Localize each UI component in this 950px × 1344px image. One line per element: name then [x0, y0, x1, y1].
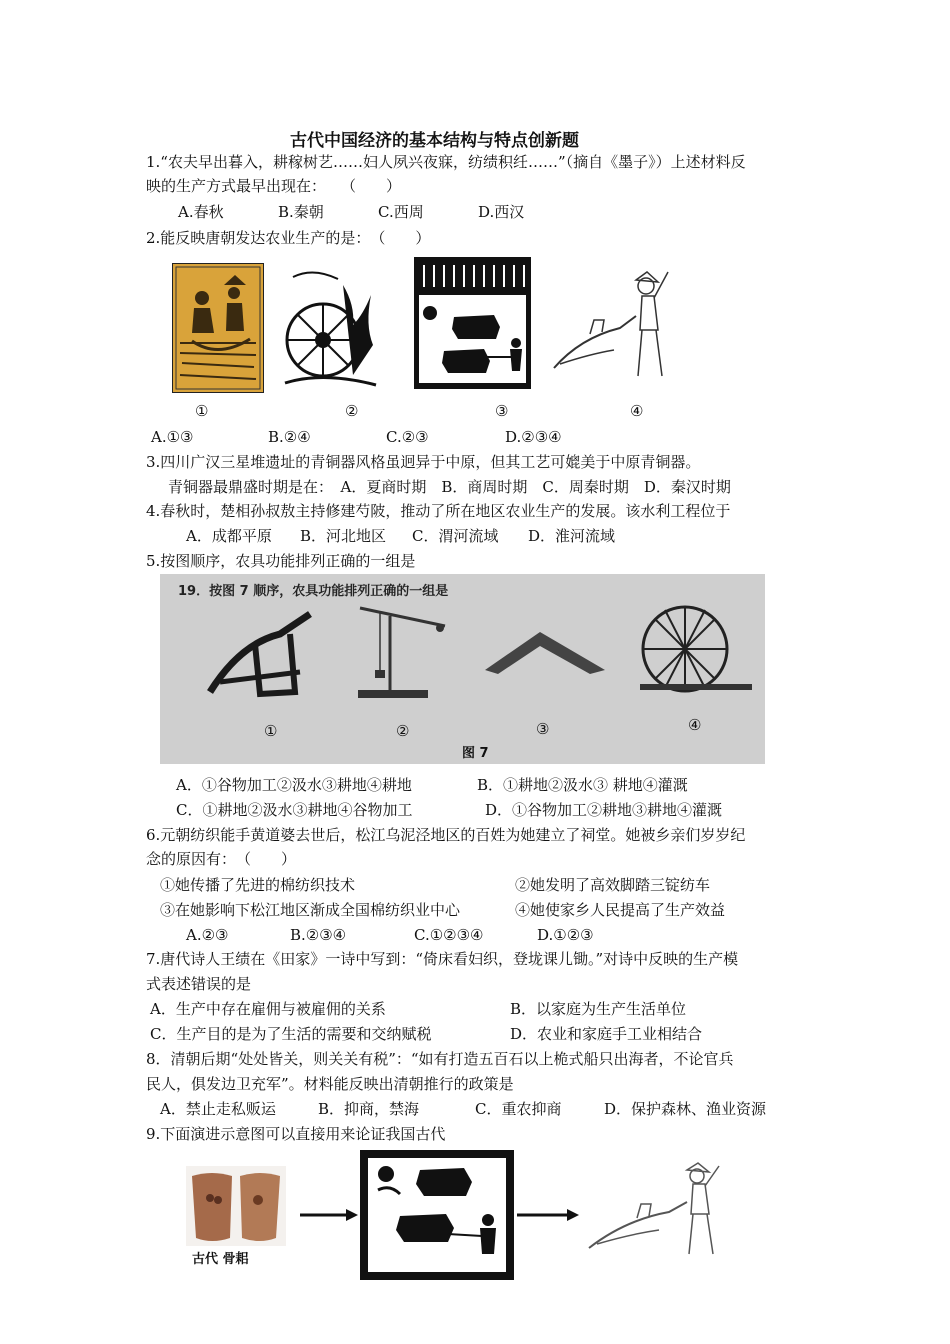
- q9-caption-bone-spade: 古代 骨耜: [192, 1252, 249, 1267]
- q7-option-c: C．生产目的是为了生活的需要和交纳赋税: [150, 1025, 432, 1043]
- q2-figure-4-plough-sketch: [550, 268, 680, 386]
- q2-figure-1-farming-woodcut: [172, 263, 264, 393]
- q9-arrow-1: [300, 1208, 360, 1222]
- q2-option-c: C.②③: [386, 428, 429, 446]
- q4-option-d: D．淮河流域: [528, 527, 616, 545]
- q4-option-b: B．河北地区: [300, 527, 387, 545]
- q2-figure-label-2: ②: [345, 402, 359, 420]
- q5-photo-label-1: ①: [264, 722, 278, 740]
- q2-figure-label-1: ①: [195, 402, 209, 420]
- q8-option-c: C．重农抑商: [475, 1100, 562, 1118]
- q1-option-b: B.秦朝: [278, 203, 324, 221]
- q5-photo-header: 19．按图 7 顺序，农具功能排列正确的一组是: [178, 584, 449, 599]
- q4-option-c: C．渭河流域: [412, 527, 499, 545]
- q6-option-d: D.①②③: [537, 926, 594, 944]
- q4-option-a: A．成都平原: [186, 527, 272, 545]
- q5-option-a: A．①谷物加工②汲水③耕地④耕地: [176, 776, 412, 794]
- q7-option-b: B．以家庭为生产生活单位: [510, 1000, 687, 1018]
- q7-stem-line2: 式表述错误的是: [146, 975, 252, 993]
- q7-option-d: D．农业和家庭手工业相结合: [510, 1025, 703, 1043]
- q2-figure-label-3: ③: [495, 402, 509, 420]
- q6-stem-line2: 念的原因有： （ ）: [146, 850, 297, 868]
- q9-figure-bone-spades: [186, 1166, 286, 1246]
- q8-stem-line1: 8．清朝后期“处处皆关，则关关有税”：“如有打造五百石以上桅式船只出海者，不论官兵: [146, 1050, 734, 1068]
- q9-figure-ox-plowing: [360, 1150, 514, 1280]
- q2-option-d: D.②③④: [505, 428, 562, 446]
- q2-stem: 2.能反映唐朝发达农业生产的是： （ ）: [146, 229, 431, 247]
- page-title: 古代中国经济的基本结构与特点创新题: [290, 131, 579, 151]
- q6-option-c: C.①②③④: [414, 926, 484, 944]
- q6-item-2: ②她发明了高效脚踏三锭纺车: [515, 876, 711, 894]
- q5-option-d: D．①谷物加工②耕地③耕地④灌溉: [485, 801, 723, 819]
- q7-option-a: A．生产中存在雇佣与被雇佣的关系: [150, 1000, 386, 1018]
- q9-figure-plough-sketch: [585, 1160, 735, 1260]
- q8-option-d: D．保护森林、渔业资源: [604, 1100, 767, 1118]
- q5-stem: 5.按图顺序，农具功能排列正确的一组是: [146, 552, 416, 570]
- q3-stem-line1: 3.四川广汉三星堆遗址的青铜器风格虽迥异于中原，但其工艺可媲美于中原青铜器。: [146, 453, 701, 471]
- q5-option-c: C．①耕地②汲水③耕地④谷物加工: [176, 801, 413, 819]
- q2-figure-label-4: ④: [630, 402, 644, 420]
- q1-option-d: D.西汉: [478, 203, 525, 221]
- q2-figure-3-ox-plowing-relief: [414, 257, 531, 389]
- q6-option-a: A.②③: [186, 926, 229, 944]
- q1-stem-line1: 1.“农夫早出暮入，耕稼树艺……妇人夙兴夜寐，纺绩积纴……”（摘自《墨子》）上述材料反: [146, 153, 746, 171]
- q8-stem-line2: 民人，俱发边卫充军”。材料能反映出清朝推行的政策是: [146, 1075, 514, 1093]
- q2-figure-2-water-wheel: [283, 265, 378, 393]
- q6-item-1: ①她传播了先进的棉纺织技术: [160, 876, 356, 894]
- q1-option-c: C.西周: [378, 203, 424, 221]
- q5-photo-caption: 图 7: [462, 746, 489, 761]
- q5-photo-figure-7: [160, 574, 765, 764]
- q5-photo-label-3: ③: [536, 720, 550, 738]
- q2-option-a: A.①③: [151, 428, 194, 446]
- q8-option-b: B．抑商，禁海: [318, 1100, 420, 1118]
- q9-arrow-2: [517, 1208, 581, 1222]
- q7-stem-line1: 7.唐代诗人王绩在《田家》一诗中写到：“倚床看妇织，登垅课儿锄。”对诗中反映的生产模: [146, 950, 739, 968]
- q6-item-4: ④她使家乡人民提高了生产效益: [515, 901, 726, 919]
- q8-option-a: A．禁止走私贩运: [160, 1100, 276, 1118]
- q5-photo-label-2: ②: [396, 722, 410, 740]
- q5-option-b: B．①耕地②汲水③ 耕地④灌溉: [477, 776, 688, 794]
- q6-item-3: ③在她影响下松江地区渐成全国棉纺织业中心: [160, 901, 461, 919]
- q1-option-a: A.春秋: [178, 203, 224, 221]
- q6-stem-line1: 6.元朝纺织能手黄道婆去世后，松江乌泥泾地区的百姓为她建立了祠堂。她被乡亲们岁岁纪: [146, 826, 746, 844]
- q6-option-b: B.②③④: [290, 926, 347, 944]
- q4-stem: 4.春秋时，楚相孙叔敖主持修建芍陂，推动了所在地区农业生产的发展。该水利工程位于: [146, 502, 731, 520]
- q3-stem-line2: 青铜器最鼎盛时期是在： A．夏商时期 B．商周时期 C．周秦时期 D．秦汉时期: [168, 478, 731, 496]
- q9-stem: 9.下面演进示意图可以直接用来论证我国古代: [146, 1125, 446, 1143]
- q5-photo-label-4: ④: [688, 716, 702, 734]
- q2-option-b: B.②④: [268, 428, 311, 446]
- q1-stem-line2: 映的生产方式最早出现在： （ ）: [146, 177, 402, 195]
